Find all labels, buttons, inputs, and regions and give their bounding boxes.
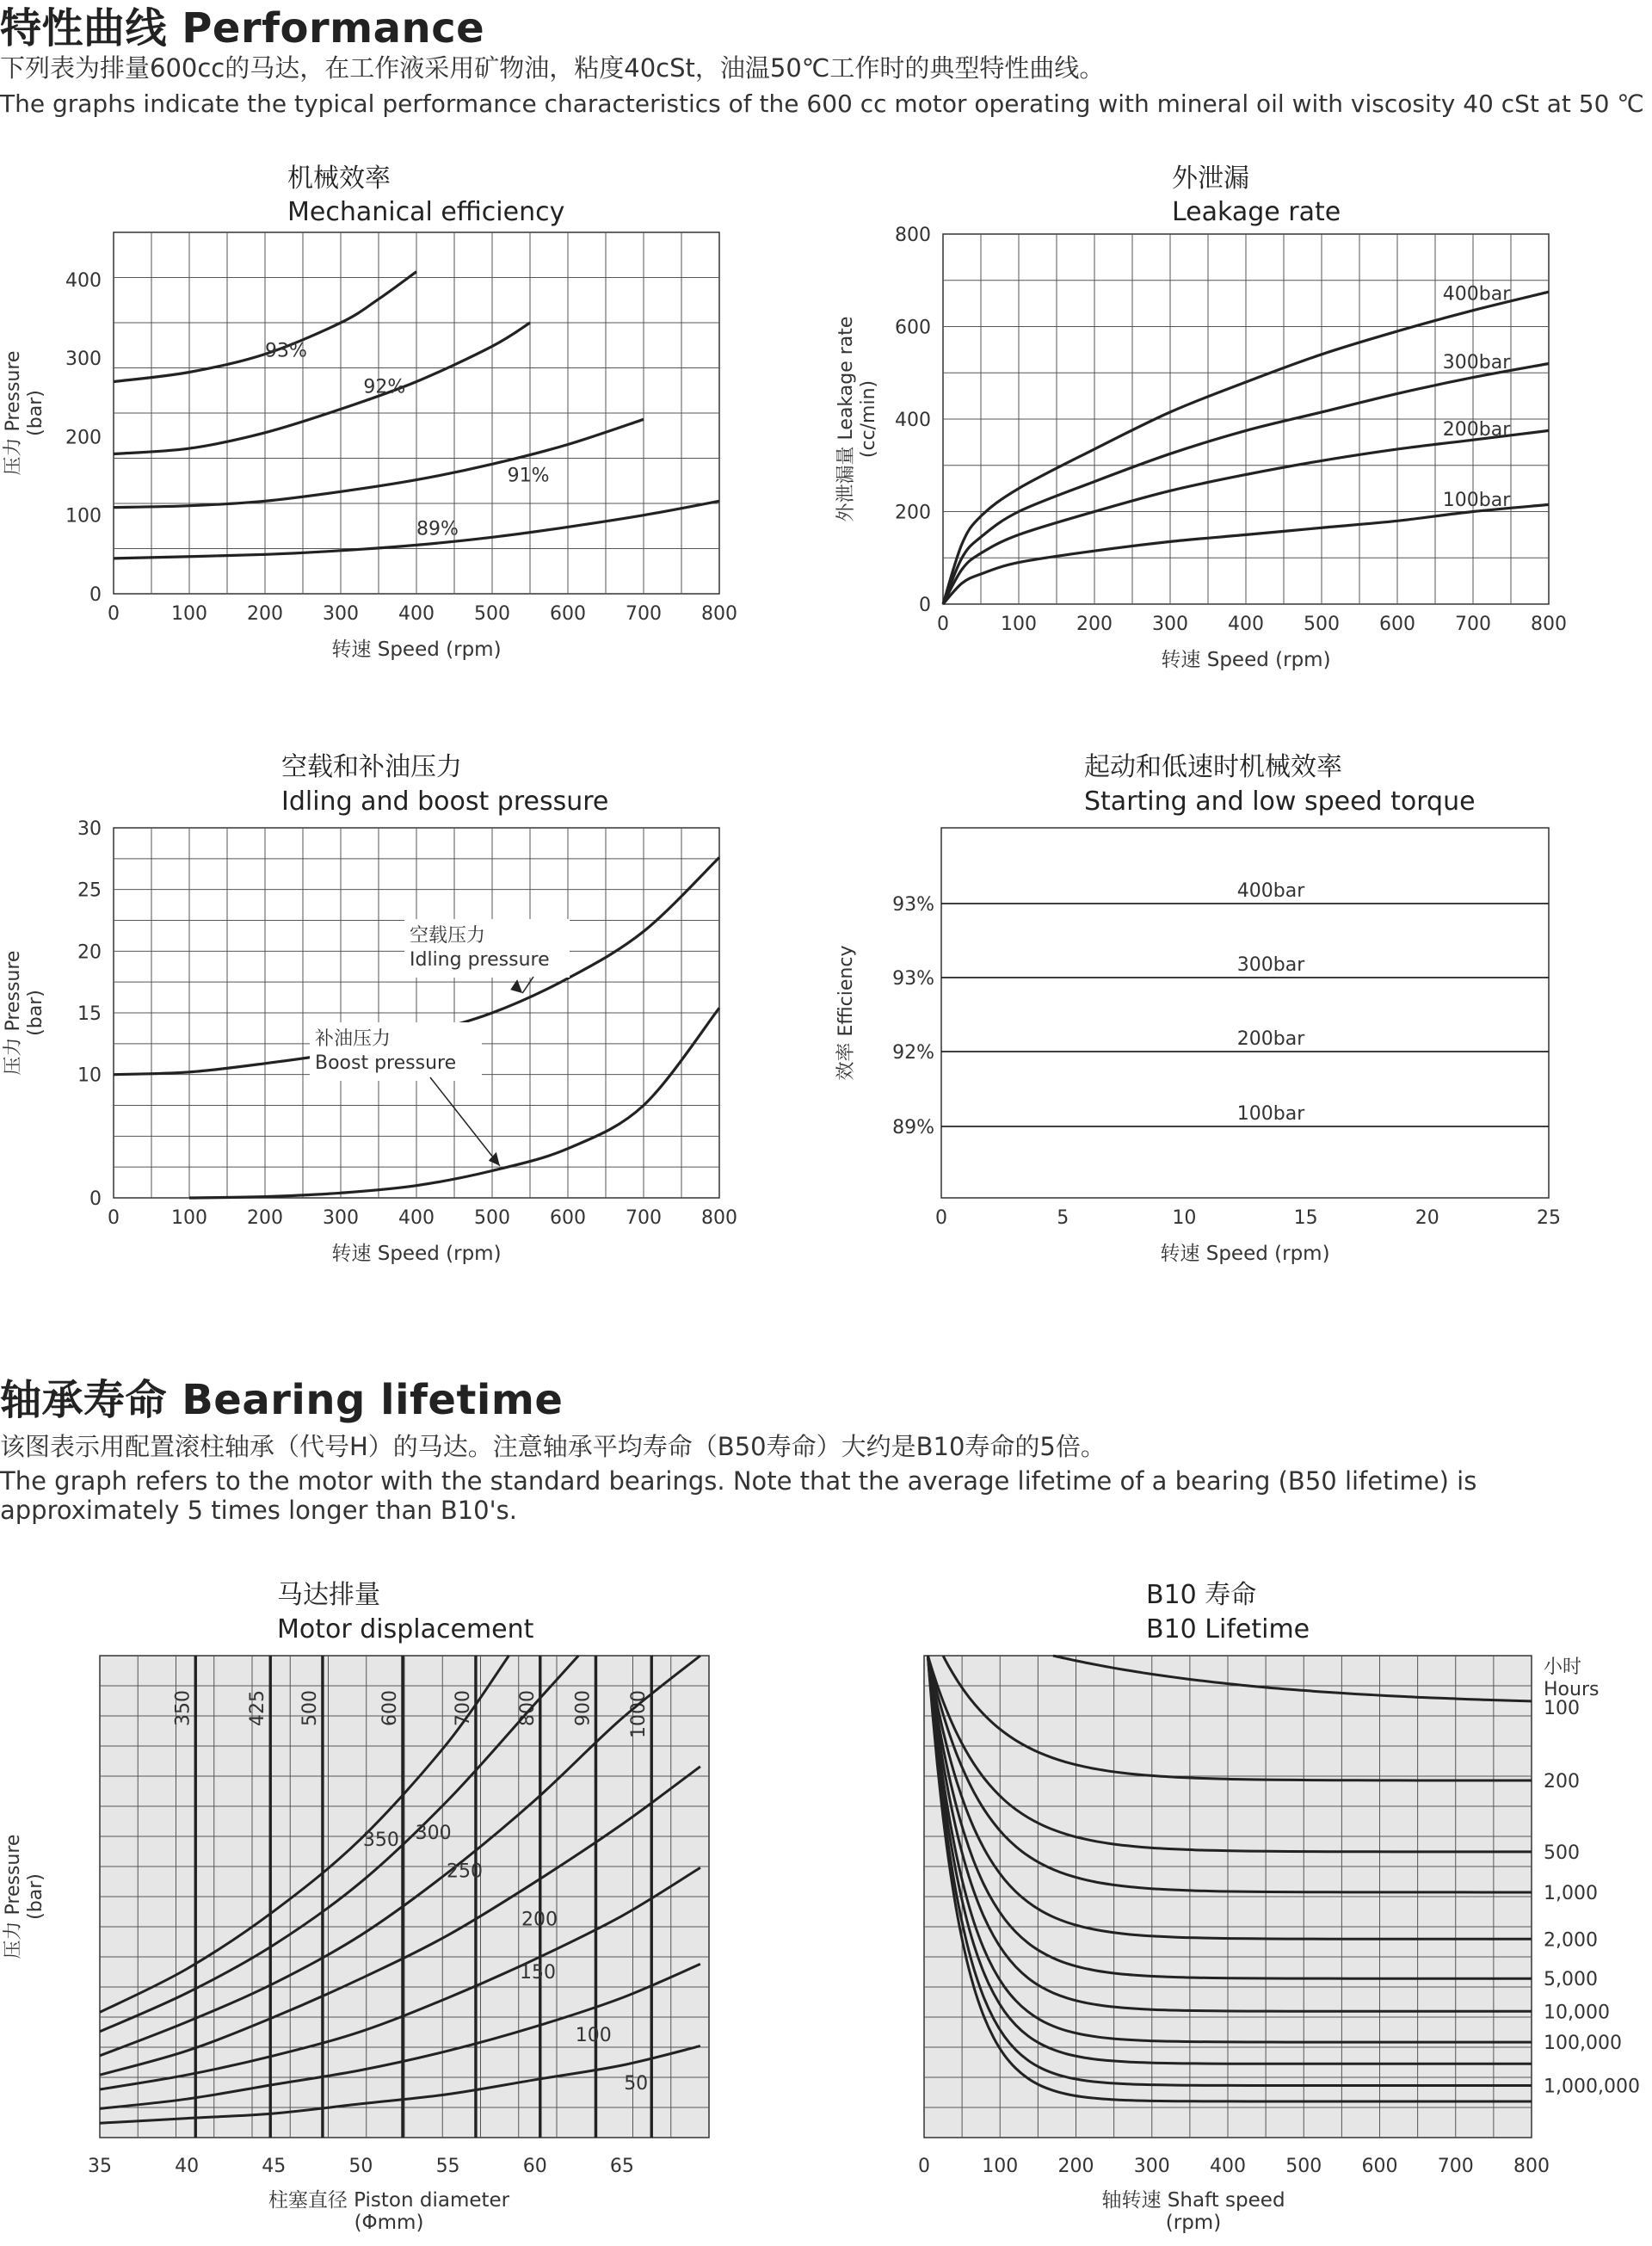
y-tick-label: 300 <box>65 349 102 371</box>
x-tick-label: 300 <box>323 603 359 625</box>
series-label: 150 <box>519 1962 556 1984</box>
series-label: 91% <box>507 465 550 487</box>
performance-desc-cn: 下列表为排量600cc的马达，在工作液采用矿物油，粘度40cSt，油温50℃工作时的典型特性曲线。 <box>0 53 1105 83</box>
series-label: 200bar <box>1442 418 1511 441</box>
x-tick-label: 500 <box>474 1207 510 1229</box>
start-title-cn: 起动和低速时机械效率 <box>1084 752 1342 782</box>
bearing-title: 轴承寿命 Bearing lifetime <box>0 1376 564 1424</box>
x-tick-label: 300 <box>323 1207 359 1229</box>
x-tick-label: 200 <box>1076 614 1113 635</box>
bearing-desc-en: The graph refers to the motor with the standard bearings. Note that the average lifetime of a bearing (B50 lifetime) is approximately 5 times longer than B10's. <box>0 1466 1477 1525</box>
x-tick-label: 200 <box>247 603 283 625</box>
x-tick-label: 400 <box>398 603 435 625</box>
right-axis-title-en: Hours <box>1544 1679 1600 1700</box>
y-tick-label: 92% <box>892 1042 934 1064</box>
series-label: 300 <box>415 1822 452 1844</box>
y-tick-label: 200 <box>895 502 931 524</box>
series-label: 350 <box>362 1830 399 1852</box>
b10-lifetime-chart <box>826 1644 1652 2246</box>
mechanical-efficiency-chart <box>0 224 792 706</box>
x-tick-label: 600 <box>550 1207 586 1229</box>
y-tick-label: 400 <box>65 269 102 292</box>
x-tick-label: 800 <box>701 1207 737 1229</box>
performance-title: 特性曲线 Performance <box>0 4 485 52</box>
x-tick-label: 10 <box>1172 1207 1197 1229</box>
y-tick-label: 400 <box>895 410 931 431</box>
x-tick-label: 200 <box>1057 2156 1094 2177</box>
x-tick-label: 0 <box>108 603 120 625</box>
right-axis-label: 1,000,000 <box>1544 2076 1640 2098</box>
annotation-cn: 空载压力 <box>410 925 486 947</box>
y-tick-label: 25 <box>77 879 102 902</box>
y-tick-label: 93% <box>892 968 934 990</box>
y-tick-label: 600 <box>895 317 931 339</box>
disp-title-cn: 马达排量 <box>277 1580 380 1610</box>
series-label: 300bar <box>1442 351 1511 373</box>
x-tick-label: 800 <box>701 603 737 625</box>
displacement-label: 350 <box>172 1690 194 1726</box>
disp-title-en: Motor displacement <box>277 1614 534 1644</box>
x-tick-label: 600 <box>1379 614 1415 635</box>
series-label: 100bar <box>1442 490 1511 512</box>
annotation-en: Boost pressure <box>315 1052 457 1074</box>
x-tick-label: 800 <box>1513 2156 1550 2177</box>
x-tick-label: 40 <box>175 2156 200 2177</box>
y-tick-label: 200 <box>65 427 102 449</box>
right-axis-label: 1,000 <box>1544 1882 1598 1904</box>
x-axis-label: 转速 Speed (rpm) <box>331 1243 502 1265</box>
displacement-label: 425 <box>247 1690 269 1726</box>
series-line <box>114 323 530 454</box>
series-label: 89% <box>416 518 459 540</box>
leak-title-cn: 外泄漏 <box>1172 164 1249 194</box>
series-label: 93% <box>265 340 307 362</box>
x-tick-label: 0 <box>108 1207 120 1229</box>
y-axis-label: 压力 Pressure(bar) <box>3 950 46 1076</box>
bearing-desc-cn: 该图表示用配置滚柱轴承（代号H）的马达。注意轴承平均寿命（B50寿命）大约是B10寿命的5倍。 <box>0 1432 1106 1461</box>
x-tick-label: 500 <box>474 603 510 625</box>
annotation-en: Idling pressure <box>410 949 550 971</box>
y-tick-label: 89% <box>892 1117 934 1138</box>
motor-displacement-chart <box>0 1644 792 2246</box>
x-tick-label: 0 <box>918 2156 930 2177</box>
annotation-cn: 补油压力 <box>315 1028 391 1050</box>
x-tick-label: 100 <box>171 1207 207 1229</box>
y-tick-label: 0 <box>89 1188 102 1210</box>
y-tick-label: 100 <box>65 505 102 528</box>
right-axis-label: 200 <box>1544 1771 1580 1793</box>
x-tick-label: 55 <box>435 2156 460 2177</box>
series-label: 100 <box>575 2025 612 2046</box>
x-tick-label: 500 <box>1304 614 1340 635</box>
x-tick-label: 700 <box>626 603 662 625</box>
right-axis-label: 500 <box>1544 1842 1580 1864</box>
x-axis-label: 转速 Speed (rpm) <box>1161 649 1331 671</box>
x-tick-label: 600 <box>550 603 586 625</box>
x-tick-label: 500 <box>1285 2156 1322 2177</box>
y-axis-label: 压力 Pressure(bar) <box>3 1834 46 1959</box>
annotation-arrow <box>510 979 522 993</box>
x-tick-label: 700 <box>626 1207 662 1229</box>
idling-boost-pressure-chart <box>0 818 792 1282</box>
x-tick-label: 45 <box>262 2156 287 2177</box>
series-label: 100bar <box>1236 1103 1305 1125</box>
x-tick-label: 100 <box>982 2156 1019 2177</box>
series-label: 250 <box>447 1860 484 1883</box>
x-tick-label: 15 <box>1293 1207 1318 1229</box>
y-tick-label: 0 <box>89 584 102 606</box>
y-axis-label: 外泄漏量 Leakage rate(cc/min) <box>835 316 879 522</box>
x-tick-label: 100 <box>1001 614 1037 635</box>
x-axis-label: 转速 Speed (rpm) <box>1160 1243 1330 1265</box>
idle-title-en: Idling and boost pressure <box>281 787 609 817</box>
series-label: 92% <box>363 376 406 398</box>
right-axis-label: 2,000 <box>1544 1929 1598 1952</box>
mech-title-cn: 机械效率 <box>287 164 391 194</box>
x-tick-label: 50 <box>348 2156 373 2177</box>
leak-title-en: Leakage rate <box>1172 197 1341 227</box>
starting-low-speed-chart <box>826 818 1618 1282</box>
displacement-label: 800 <box>516 1690 539 1726</box>
series-label: 200 <box>521 1909 558 1931</box>
x-axis-label: 柱塞直径 Piston diameter <box>268 2189 510 2212</box>
mech-title-en: Mechanical efficiency <box>287 197 565 227</box>
displacement-label: 700 <box>452 1690 474 1726</box>
right-axis-label: 10,000 <box>1544 2002 1610 2024</box>
y-tick-label: 10 <box>77 1064 102 1087</box>
right-axis-label: 5,000 <box>1544 1969 1598 1991</box>
y-tick-label: 0 <box>919 595 931 616</box>
x-tick-label: 400 <box>398 1207 435 1229</box>
series-label: 300bar <box>1236 954 1305 976</box>
y-tick-label: 15 <box>77 1003 102 1025</box>
y-axis-label: 压力 Pressure(bar) <box>3 350 46 476</box>
displacement-label: 900 <box>572 1690 595 1726</box>
x-axis-label: 转速 Speed (rpm) <box>331 639 502 661</box>
annotation-leader <box>522 977 533 993</box>
y-tick-label: 800 <box>895 225 931 246</box>
right-axis-label: 100 <box>1544 1697 1580 1719</box>
x-tick-label: 0 <box>935 1207 947 1229</box>
series-label: 50 <box>624 2073 649 2095</box>
life-title-en: B10 Lifetime <box>1146 1614 1310 1644</box>
y-tick-label: 20 <box>77 941 102 964</box>
x-tick-label: 700 <box>1437 2156 1474 2177</box>
series-label: 400bar <box>1442 283 1511 305</box>
y-tick-label: 30 <box>77 818 102 840</box>
x-tick-label: 300 <box>1152 614 1188 635</box>
displacement-label: 600 <box>379 1690 401 1726</box>
displacement-label: 1000 <box>628 1690 650 1738</box>
y-tick-label: 93% <box>892 894 934 916</box>
leakage-rate-chart <box>826 224 1618 706</box>
x-tick-label: 20 <box>1415 1207 1439 1229</box>
y-axis-label: 效率 Efficiency <box>835 945 857 1081</box>
series-label: 400bar <box>1236 880 1305 902</box>
x-tick-label: 5 <box>1057 1207 1069 1229</box>
series-label: 200bar <box>1236 1028 1305 1050</box>
displacement-label: 500 <box>299 1690 321 1726</box>
x-tick-label: 65 <box>609 2156 634 2177</box>
right-axis-title-cn: 小时 <box>1544 1657 1582 1678</box>
x-axis-unit: (rpm) <box>1165 2212 1222 2234</box>
x-tick-label: 60 <box>522 2156 547 2177</box>
x-tick-label: 300 <box>1133 2156 1170 2177</box>
x-tick-label: 100 <box>171 603 207 625</box>
x-tick-label: 600 <box>1361 2156 1398 2177</box>
start-title-en: Starting and low speed torque <box>1084 787 1476 817</box>
annotation-leader <box>430 1077 500 1166</box>
x-tick-label: 25 <box>1537 1207 1561 1229</box>
x-tick-label: 400 <box>1210 2156 1246 2177</box>
x-tick-label: 200 <box>247 1207 283 1229</box>
x-tick-label: 400 <box>1228 614 1264 635</box>
idle-title-cn: 空载和补油压力 <box>281 752 462 782</box>
right-axis-label: 100,000 <box>1544 2033 1622 2055</box>
x-tick-label: 0 <box>937 614 949 635</box>
performance-desc-en: The graphs indicate the typical performance characteristics of the 600 cc motor operating with mineral oil with viscosity 40 cSt at 50 ℃ <box>0 89 1644 118</box>
life-title-cn: B10 寿命 <box>1146 1580 1257 1610</box>
x-axis-unit: (Φmm) <box>354 2212 424 2234</box>
x-tick-label: 800 <box>1531 614 1567 635</box>
x-axis-label: 轴转速 Shaft speed <box>1101 2189 1285 2212</box>
x-tick-label: 35 <box>88 2156 112 2177</box>
x-tick-label: 700 <box>1455 614 1491 635</box>
